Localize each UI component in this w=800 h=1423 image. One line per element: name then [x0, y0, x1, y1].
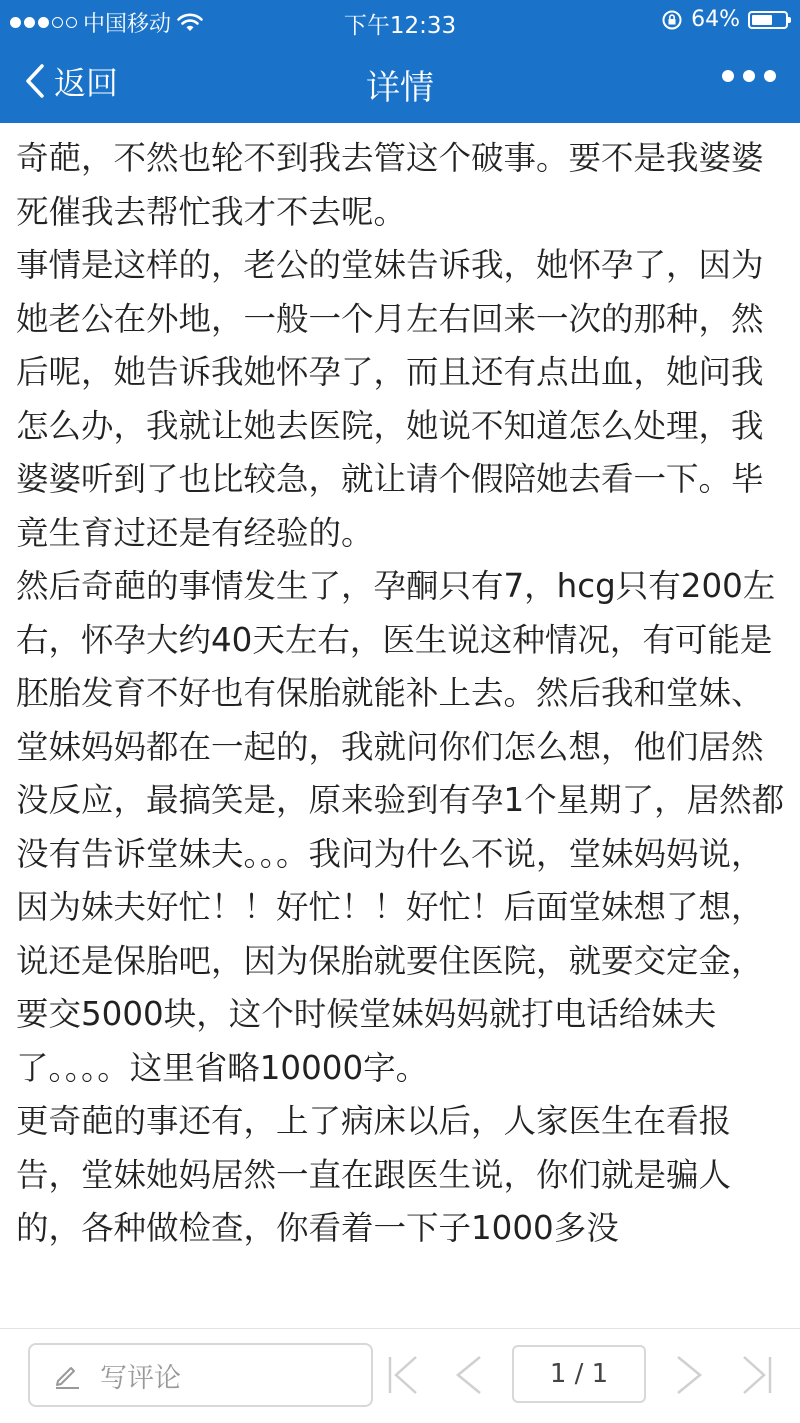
article-content[interactable] [16, 132, 786, 1332]
page-indicator[interactable]: 1 / 1 [512, 1345, 646, 1403]
battery-icon [748, 11, 788, 29]
article-paragraph: 然后奇葩的事情发生了，孕酮只有7，hcg只有200左右，怀孕大约40天左右，医生说这种情况，有可能是胚胎发育不好也有保胎就能补上去。然后我和堂妹、堂妹妈妈都在一起的，我就问你们怎么想，他们居然没反应，最搞笑是，原来验到有孕1个星期了，居然都没有告诉堂妹夫。。。我问为什么不说，堂妹妈妈说，因为妹夫好忙！！好忙！！好忙！后面堂妹想了想，说还是保胎吧，因为保胎就要住医院，就要交定金，要交5000块，这个时候堂妹妈妈就打电话给妹夫了。。。。这里省略10000字。 [16, 567, 785, 1087]
status-time: 下午12:33 [343, 13, 457, 39]
first-page-icon[interactable] [384, 1353, 424, 1397]
prev-page-icon[interactable] [452, 1353, 486, 1397]
more-button[interactable] [722, 70, 776, 82]
article-paragraph: 更奇葩的事还有，上了病床以后，人家医生在看报告，堂妹她妈居然一直在跟医生说，你们就是骗人的，各种做检查，你看着一下子1000多没 [16, 1102, 732, 1247]
comment-placeholder: 写评论 [100, 1362, 181, 1394]
next-page-icon[interactable] [672, 1353, 706, 1397]
more-icon [722, 70, 734, 82]
status-right [661, 7, 788, 32]
article-paragraph: 事情是这样的，老公的堂妹告诉我，她怀孕了，因为她老公在外地，一般一个月左右回来一次的那种，然后呢，她告诉我她怀孕了，而且还有点出血，她问我怎么办，我就让她去医院，她说不知道怎么处理，我婆婆听到了也比较急，就让请个假陪她去看一下。毕竟生育过还是有经验的。 [16, 246, 764, 552]
lock-rotation-icon [661, 9, 683, 31]
carrier-name: 中国移动 [83, 12, 172, 37]
page-title: 详情 [366, 68, 434, 108]
navigation-bar [0, 40, 800, 123]
back-label: 返回 [54, 64, 119, 102]
comment-input[interactable] [28, 1343, 373, 1407]
status-bar [0, 0, 800, 40]
pencil-icon [52, 1360, 82, 1390]
battery-percent: 64% [691, 7, 740, 32]
bottom-toolbar [0, 1328, 800, 1423]
article-paragraph: 奇葩，不然也轮不到我去管这个破事。要不是我婆婆死催我去帮忙我才不去呢。 [16, 139, 764, 231]
last-page-icon[interactable] [736, 1353, 776, 1397]
